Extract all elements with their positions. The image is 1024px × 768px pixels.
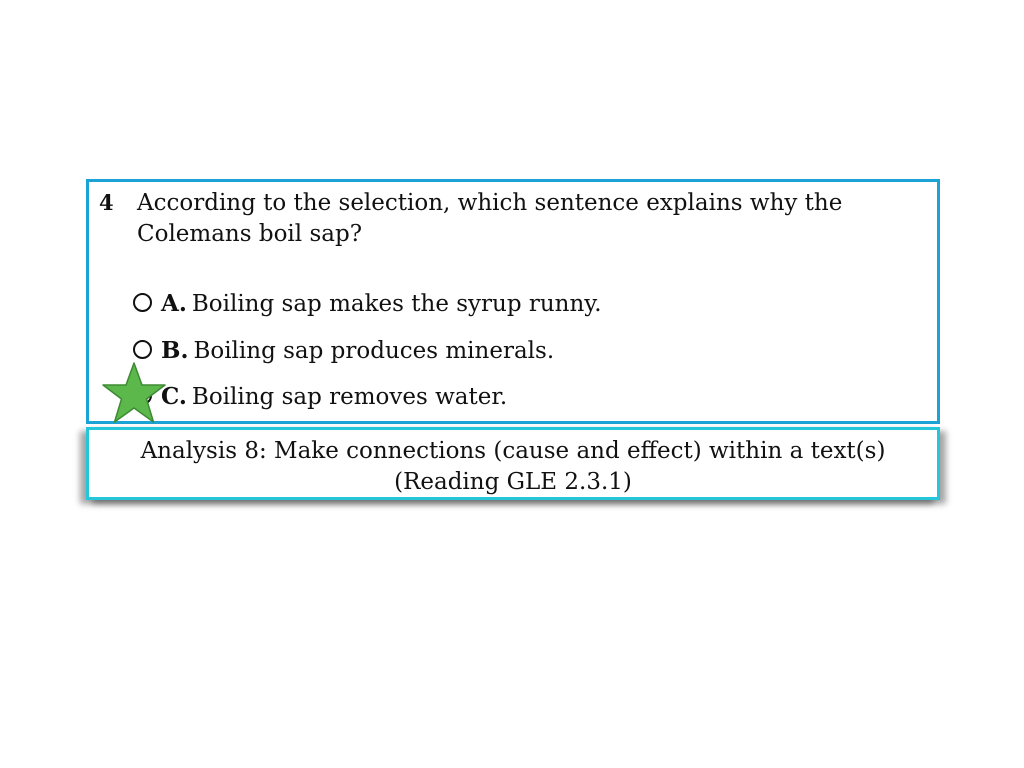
choice-letter: A. — [161, 290, 187, 317]
star-shape — [103, 363, 165, 422]
answer-choice-a[interactable] — [133, 289, 602, 319]
standard-description: Analysis 8: Make connections (cause and effect) within a text(s) — [140, 438, 886, 464]
star-icon — [101, 361, 167, 425]
choice-letter: B. — [161, 337, 189, 364]
answer-choice-c[interactable] — [133, 382, 507, 412]
choice-text: Boiling sap removes water. — [191, 384, 508, 410]
standard-code: (Reading GLE 2.3.1) — [394, 469, 632, 495]
radio-circle-icon[interactable] — [133, 293, 152, 312]
question-number: 4 — [99, 190, 114, 215]
question-box — [86, 179, 940, 424]
radio-circle-icon[interactable] — [133, 340, 152, 359]
answer-choice-b[interactable] — [133, 336, 554, 366]
choice-letter: C. — [161, 383, 187, 410]
question-text: According to the selection, which sentence explains why the Colemans boil sap? — [137, 190, 843, 247]
choice-text: Boiling sap produces minerals. — [193, 338, 555, 364]
choice-text: Boiling sap makes the syrup runny. — [191, 291, 602, 317]
standard-box — [86, 427, 940, 500]
